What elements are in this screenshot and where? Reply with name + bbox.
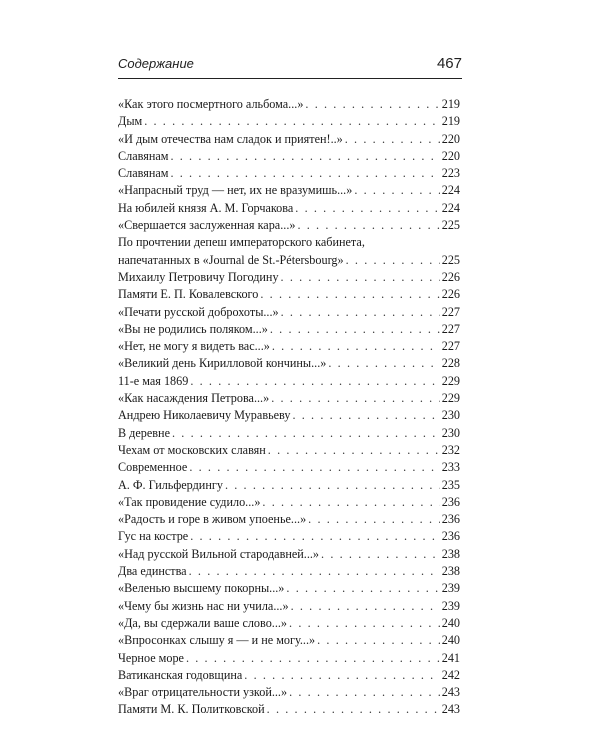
toc-entry: [118, 182, 460, 199]
toc-entry: [118, 269, 460, 286]
toc-entry: [118, 684, 460, 701]
toc-entry-title: В деревне: [118, 425, 170, 440]
toc-entry: [118, 563, 460, 580]
toc-entry-page: 238: [441, 546, 460, 561]
dot-leader: [244, 667, 439, 684]
toc-entry-page: 242: [441, 667, 460, 682]
toc-entry-page: 240: [441, 615, 460, 630]
dot-leader: [271, 390, 440, 407]
dot-leader: [225, 477, 440, 494]
dot-leader: [170, 165, 439, 182]
toc-entry-title: На юбилей князя А. М. Горчакова: [118, 200, 294, 215]
toc-entry: [118, 511, 460, 528]
toc-entry-page: 227: [441, 339, 460, 354]
toc-entry-title: «Печати русской доброхоты...»: [118, 304, 279, 319]
toc-entry-title: «Как этого посмертного альбома...»: [118, 97, 304, 111]
toc-entry-title: «Великий день Кирилловой кончины...»: [118, 356, 327, 371]
toc-entry-title: Ватиканская годовщина: [118, 667, 243, 682]
toc-entry-title: Славянам: [118, 148, 169, 163]
toc-entry: [118, 667, 460, 684]
toc-entry-page: 243: [441, 702, 460, 717]
toc-entry-page: 240: [441, 633, 460, 648]
toc-entry-title: «Веленью высшему покорны...»: [118, 581, 285, 596]
dot-leader: [281, 269, 440, 286]
toc-entry: [118, 200, 460, 217]
dot-leader: [190, 528, 440, 545]
dot-leader: [267, 701, 440, 718]
toc-entry: [118, 217, 460, 234]
toc-entry-page: 241: [441, 650, 460, 665]
toc-entry: [118, 355, 460, 372]
dot-leader: [289, 615, 440, 632]
toc-entry: [118, 148, 460, 165]
toc-entry-title: Черное море: [118, 650, 184, 665]
toc-entry-page: 233: [441, 460, 460, 475]
toc-entry: [118, 494, 460, 511]
dot-leader: [189, 563, 440, 580]
toc-entry-title: Современное: [118, 460, 188, 475]
dot-leader: [260, 286, 439, 303]
running-header: [118, 54, 462, 79]
toc-entry-page: 225: [441, 218, 460, 233]
toc-entry-title: А. Ф. Гильфердингу: [118, 477, 223, 492]
dot-leader: [172, 425, 440, 442]
toc-entry-page: 229: [441, 391, 460, 406]
toc-entry-page: 238: [441, 564, 460, 579]
section-title: Содержание: [118, 56, 194, 71]
page-number: 467: [436, 55, 462, 72]
toc-entry-title: 11-е мая 1869: [118, 373, 189, 388]
dot-leader: [281, 304, 440, 321]
toc-entry-page: 227: [441, 304, 460, 319]
toc-entry-title: «Над русской Вильной стародавней...»: [118, 546, 320, 561]
toc-entry-page: 219: [441, 97, 460, 111]
toc-entry: [118, 304, 460, 321]
toc-entry: [118, 425, 460, 442]
dot-leader: [170, 148, 439, 165]
toc-entry-page: 229: [441, 373, 460, 388]
toc-entry-title: «И дым отечества нам сладок и приятен!..»: [118, 131, 343, 146]
toc-entry-page: 236: [441, 494, 460, 509]
toc-entry-title: «Радость и горе в живом упоенье...»: [118, 512, 307, 527]
toc-entry-title: Гус на костре: [118, 529, 189, 544]
toc-entry: [118, 546, 460, 563]
dot-leader: [268, 442, 440, 459]
dot-leader: [286, 580, 439, 597]
toc-entry-page: 219: [441, 114, 460, 129]
dot-leader: [354, 182, 439, 199]
dot-leader: [305, 96, 439, 113]
toc-entry-title: Михаилу Петровичу Погодину: [118, 269, 279, 284]
toc-entry-page: 239: [441, 581, 460, 596]
toc-entry-page: 235: [441, 477, 460, 492]
toc-entry: [118, 252, 460, 269]
toc-entry-title: Чехам от московских славян: [118, 442, 266, 457]
toc-entry-title: Славянам: [118, 166, 169, 181]
dot-leader: [292, 407, 439, 424]
toc-entry-page: 224: [441, 183, 460, 198]
toc-entry-title: «Враг отрицательности узкой...»: [118, 685, 288, 700]
toc-entry-title: Два единства: [118, 564, 187, 579]
dot-leader: [190, 373, 439, 390]
dot-leader: [346, 252, 440, 269]
toc-entry-page: 230: [441, 425, 460, 440]
toc-entry: [118, 632, 460, 649]
toc-entry-page: 230: [441, 408, 460, 423]
toc-entry: [118, 96, 460, 113]
toc-entry: [118, 286, 460, 303]
toc-entry-page: 232: [441, 442, 460, 457]
toc-entry: [118, 615, 460, 632]
dot-leader: [321, 546, 440, 563]
dot-leader: [308, 511, 440, 528]
dot-leader: [328, 355, 439, 372]
toc-entry: [118, 650, 460, 667]
toc-entry-page: 236: [441, 529, 460, 544]
toc-entry-title: Дым: [118, 114, 143, 129]
dot-leader: [317, 632, 440, 649]
dot-leader: [272, 338, 440, 355]
toc-entry: [118, 338, 460, 355]
toc-entry-title: «Впросонках слышу я — и не могу...»: [118, 633, 316, 648]
toc-entry-title: «Да, вы сдержали ваше слово...»: [118, 615, 288, 630]
toc-entry-title: «Нет, не могу я видеть вас...»: [118, 339, 270, 354]
toc-entry-title: «Чему бы жизнь нас ни учила...»: [118, 598, 289, 613]
toc-entry-title: Памяти Е. П. Ковалевского: [118, 287, 259, 302]
dot-leader: [189, 459, 439, 476]
dot-leader: [297, 217, 439, 234]
toc-entry: [118, 459, 460, 476]
dot-leader: [144, 113, 440, 130]
toc-entry-page: 226: [441, 287, 460, 302]
toc-entry-title: «Как насаждения Петрова...»: [118, 391, 270, 406]
toc-entry: [118, 598, 460, 615]
dot-leader: [289, 684, 440, 701]
toc-entry: [118, 477, 460, 494]
toc-entry-page: 239: [441, 598, 460, 613]
dot-leader: [270, 321, 440, 338]
toc-entry-page: 236: [441, 512, 460, 527]
toc-entry-page: 224: [441, 200, 460, 215]
toc-entry-title: «Так провидение судило...»: [118, 494, 261, 509]
toc-entry: [118, 701, 460, 718]
toc-entry-page: 228: [441, 356, 460, 371]
toc-entry-title: Памяти М. К. Политковской: [118, 702, 265, 717]
toc-entry-page: 220: [441, 148, 460, 163]
dot-leader: [295, 200, 439, 217]
toc-entry: [118, 407, 460, 424]
dot-leader: [345, 131, 440, 148]
toc-entry: [118, 165, 460, 182]
toc-entry-title: Андрею Николаевичу Муравьеву: [118, 408, 291, 423]
toc-entry-title: «Напрасный труд — нет, их не вразумишь...»: [118, 183, 353, 198]
table-of-contents: [118, 96, 460, 719]
toc-entry: [118, 321, 460, 338]
dot-leader: [186, 650, 440, 667]
toc-entry-page: 220: [441, 131, 460, 146]
toc-entry: [118, 528, 460, 545]
toc-entry-page: 226: [441, 269, 460, 284]
dot-leader: [291, 598, 440, 615]
toc-entry-page: 227: [441, 321, 460, 336]
toc-entry: [118, 373, 460, 390]
toc-entry: [118, 442, 460, 459]
toc-entry-page: 223: [441, 166, 460, 181]
toc-entry-title: напечатанных в «Journal de St.-Pétersbourg»: [118, 252, 344, 267]
toc-entry: [118, 580, 460, 597]
toc-entry-title: «Вы не родились поляком...»: [118, 321, 268, 336]
toc-entry-page: 225: [441, 252, 460, 267]
dot-leader: [262, 494, 439, 511]
toc-entry-title: «Свершается заслуженная кара...»: [118, 218, 296, 233]
toc-entry: [118, 390, 460, 407]
toc-entry: [118, 113, 460, 130]
toc-entry: [118, 131, 460, 148]
toc-entry-page: 243: [441, 685, 460, 700]
toc-entry-title-line1: По прочтении депеш императорского кабинета,: [118, 235, 365, 250]
